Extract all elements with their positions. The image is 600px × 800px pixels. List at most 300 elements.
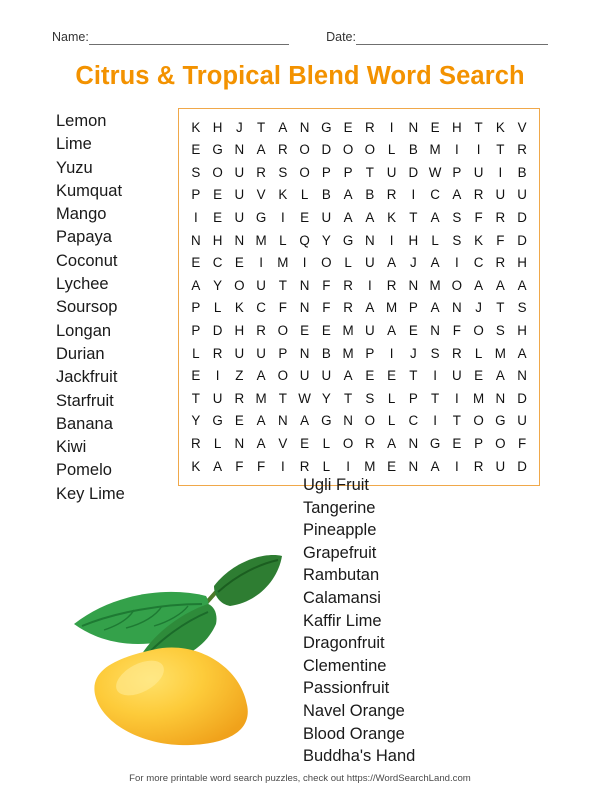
list-item-left-word: Longan: [56, 321, 112, 340]
grid-letter[interactable]: U: [321, 368, 332, 384]
grid-letter[interactable]: M: [342, 322, 354, 338]
grid-letter[interactable]: N: [234, 142, 245, 158]
grid-letter[interactable]: R: [386, 187, 397, 203]
grid-letter[interactable]: O: [212, 164, 223, 180]
grid-letter[interactable]: M: [255, 390, 267, 406]
grid-letter[interactable]: L: [213, 435, 222, 451]
list-item-left-word: Soursop: [56, 298, 118, 317]
grid-letter[interactable]: P: [191, 322, 201, 338]
grid-letter[interactable]: A: [430, 209, 440, 225]
grid-letter[interactable]: F: [322, 300, 331, 316]
grid-letter[interactable]: W: [428, 164, 442, 180]
list-item-right-word: Navel Orange: [303, 701, 405, 720]
grid-letter[interactable]: L: [279, 232, 287, 248]
grid-letter[interactable]: L: [213, 300, 222, 316]
grid-letter[interactable]: U: [517, 187, 527, 203]
grid-letter[interactable]: L: [322, 435, 331, 451]
grid-letter[interactable]: E: [430, 119, 440, 135]
date-field[interactable]: [326, 30, 548, 45]
grid-letter[interactable]: F: [518, 435, 527, 451]
grid-letter[interactable]: E: [213, 187, 223, 203]
grid-letter[interactable]: N: [343, 413, 353, 429]
list-item-left-word: Key Lime: [56, 484, 125, 503]
grid-letter[interactable]: A: [191, 277, 201, 293]
grid-letter[interactable]: R: [299, 458, 310, 474]
grid-letter[interactable]: U: [234, 345, 245, 361]
grid-letter[interactable]: F: [474, 209, 483, 225]
grid-letter[interactable]: E: [321, 322, 331, 338]
grid-letter[interactable]: O: [299, 164, 310, 180]
grid-letter[interactable]: R: [386, 277, 397, 293]
list-item-right-word: Clementine: [303, 656, 387, 675]
page-title: Citrus & Tropical Blend Word Search: [75, 62, 525, 90]
grid-letter[interactable]: T: [409, 209, 418, 225]
list-item-right-word: Dragonfruit: [303, 634, 385, 653]
list-item-right-word: Grapefruit: [303, 543, 377, 562]
grid-letter[interactable]: I: [215, 368, 220, 384]
grid-letter[interactable]: E: [300, 322, 310, 338]
grid-letter[interactable]: L: [387, 142, 396, 158]
grid-letter[interactable]: K: [191, 458, 201, 474]
list-item-right-word: Ugli Fruit: [303, 476, 370, 494]
word-list-right: [303, 474, 533, 768]
list-item-left-word: Yuzu: [56, 158, 93, 177]
grid-letter[interactable]: N: [299, 345, 310, 361]
date-label: Date:: [326, 30, 356, 44]
grid-letter[interactable]: O: [277, 368, 289, 384]
grid-letter[interactable]: S: [278, 164, 288, 180]
grid-letter[interactable]: I: [433, 368, 437, 384]
grid-letter[interactable]: U: [365, 322, 375, 338]
grid-letter[interactable]: T: [344, 390, 353, 406]
grid-letter[interactable]: I: [281, 209, 285, 225]
grid-letter[interactable]: O: [495, 435, 506, 451]
grid-letter[interactable]: K: [387, 209, 397, 225]
grid-letter[interactable]: A: [452, 187, 462, 203]
grid-letter[interactable]: M: [473, 390, 485, 406]
grid-letter[interactable]: H: [234, 322, 245, 338]
grid-letter[interactable]: I: [346, 458, 350, 474]
grid-letter[interactable]: I: [455, 255, 459, 271]
grid-letter[interactable]: H: [517, 255, 527, 271]
grid-letter[interactable]: M: [429, 277, 441, 293]
grid-letter[interactable]: I: [433, 413, 437, 429]
grid-letter[interactable]: T: [278, 277, 287, 293]
grid-letter[interactable]: M: [277, 255, 289, 271]
grid-letter[interactable]: A: [343, 187, 353, 203]
grid-letter[interactable]: I: [194, 209, 198, 225]
grid-letter[interactable]: U: [212, 390, 223, 406]
grid-letter[interactable]: T: [191, 390, 200, 406]
grid-letter[interactable]: I: [455, 142, 459, 158]
grid-letter[interactable]: D: [517, 458, 527, 474]
name-label: Name:: [52, 30, 89, 44]
grid-letter[interactable]: M: [255, 232, 267, 248]
grid-letter[interactable]: K: [191, 119, 201, 135]
list-item-left-word: Durian: [56, 344, 105, 363]
grid-letter[interactable]: O: [342, 142, 354, 158]
grid-letter[interactable]: E: [387, 368, 397, 384]
grid-letter[interactable]: U: [234, 187, 245, 203]
list-item-left-word: Kumquat: [56, 181, 123, 200]
grid-letter[interactable]: C: [212, 255, 223, 271]
grid-letter[interactable]: H: [517, 322, 527, 338]
grid-letter[interactable]: R: [191, 435, 201, 451]
grid-letter[interactable]: F: [278, 300, 287, 316]
grid-letter[interactable]: U: [365, 255, 375, 271]
grid-letter[interactable]: I: [302, 255, 307, 271]
list-item-left-word: Mango: [56, 205, 107, 224]
grid-letter[interactable]: M: [494, 345, 506, 361]
list-item-right-word: Passionfruit: [303, 679, 390, 698]
grid-letter[interactable]: A: [256, 435, 266, 451]
grid-letter[interactable]: S: [452, 232, 462, 248]
grid-letter[interactable]: N: [517, 368, 527, 384]
grid-letter[interactable]: N: [430, 322, 440, 338]
grid-letter[interactable]: A: [387, 435, 397, 451]
grid-letter[interactable]: R: [473, 458, 484, 474]
grid-letter[interactable]: D: [321, 142, 332, 158]
grid-letter[interactable]: A: [213, 458, 223, 474]
grid-letter[interactable]: R: [343, 300, 353, 316]
grid-letter[interactable]: T: [257, 119, 266, 135]
grid-letter[interactable]: S: [191, 164, 201, 180]
grid-letter[interactable]: D: [517, 232, 527, 248]
footer-note: For more printable word search puzzles, check out https://WordSearchLand.com: [129, 773, 471, 784]
grid-letter[interactable]: U: [473, 164, 484, 180]
word-list-left: [56, 110, 176, 506]
list-item-left-word: Coconut: [56, 251, 118, 270]
grid-letter[interactable]: L: [387, 390, 396, 406]
grid-letter[interactable]: O: [451, 277, 463, 293]
grid-letter[interactable]: I: [281, 458, 285, 474]
grid-letter[interactable]: E: [343, 119, 353, 135]
grid-letter[interactable]: M: [364, 458, 376, 474]
grid-letter[interactable]: A: [256, 142, 266, 158]
grid-letter[interactable]: O: [342, 435, 354, 451]
name-input-line[interactable]: [89, 31, 289, 45]
grid-letter[interactable]: F: [322, 277, 331, 293]
grid-letter[interactable]: P: [191, 187, 201, 203]
grid-letter[interactable]: Y: [191, 413, 201, 429]
grid-letter[interactable]: A: [300, 413, 310, 429]
grid-letter[interactable]: U: [234, 164, 245, 180]
list-item-right-word: Calamansi: [303, 588, 381, 607]
grid-letter[interactable]: G: [321, 119, 332, 135]
grid-letter[interactable]: G: [429, 435, 441, 451]
grid-letter[interactable]: N: [495, 390, 506, 406]
grid-letter[interactable]: R: [343, 277, 353, 293]
grid-letter[interactable]: N: [365, 232, 375, 248]
grid-letter[interactable]: O: [364, 413, 376, 429]
grid-letter[interactable]: I: [455, 458, 459, 474]
grid-letter[interactable]: G: [212, 413, 223, 429]
grid-letter[interactable]: F: [257, 458, 266, 474]
grid-letter[interactable]: O: [299, 142, 310, 158]
grid-letter[interactable]: N: [234, 232, 245, 248]
grid-letter[interactable]: I: [389, 232, 394, 248]
grid-letter[interactable]: T: [278, 390, 287, 406]
grid-letter[interactable]: N: [299, 277, 310, 293]
grid-letter[interactable]: N: [408, 458, 419, 474]
grid-letter[interactable]: M: [429, 142, 441, 158]
grid-letter[interactable]: I: [259, 255, 263, 271]
grid-letter[interactable]: G: [342, 232, 354, 248]
grid-letter[interactable]: F: [496, 232, 505, 248]
student-meta-row: [52, 30, 548, 45]
grid-letter[interactable]: E: [191, 255, 201, 271]
grid-letter[interactable]: I: [455, 390, 459, 406]
grid-letter[interactable]: P: [365, 345, 375, 361]
grid-letter[interactable]: S: [430, 345, 440, 361]
grid-letter[interactable]: H: [212, 232, 223, 248]
list-item-left-word: Lime: [56, 135, 92, 154]
grid-letter[interactable]: N: [299, 300, 310, 316]
grid-letter[interactable]: O: [234, 277, 245, 293]
grid-letter[interactable]: S: [452, 209, 462, 225]
grid-letter[interactable]: O: [364, 142, 376, 158]
grid-letter[interactable]: A: [365, 209, 375, 225]
grid-letter[interactable]: S: [517, 300, 527, 316]
grid-letter[interactable]: P: [408, 390, 418, 406]
grid-letter[interactable]: R: [278, 142, 288, 158]
grid-letter[interactable]: T: [365, 164, 374, 180]
list-item-left-word: Pomelo: [56, 461, 112, 480]
grid-letter[interactable]: H: [452, 119, 462, 135]
grid-letter[interactable]: I: [368, 277, 372, 293]
grid-letter[interactable]: I: [411, 187, 416, 203]
grid-letter[interactable]: D: [212, 322, 223, 338]
word-search-grid[interactable]: [178, 108, 540, 486]
grid-letter[interactable]: N: [191, 232, 201, 248]
grid-letter[interactable]: R: [495, 255, 506, 271]
grid-letter[interactable]: Q: [299, 232, 310, 248]
grid-letter[interactable]: R: [365, 119, 375, 135]
grid-letter[interactable]: U: [299, 368, 310, 384]
list-item-right-word: Blood Orange: [303, 724, 405, 743]
grid-letter[interactable]: E: [474, 368, 484, 384]
grid-letter[interactable]: P: [191, 300, 201, 316]
grid-letter[interactable]: V: [278, 435, 288, 451]
grid-letter[interactable]: T: [452, 413, 461, 429]
grid-letter[interactable]: R: [256, 164, 266, 180]
grid-letter[interactable]: A: [517, 277, 527, 293]
grid-letter[interactable]: N: [408, 277, 419, 293]
grid-letter[interactable]: E: [300, 209, 310, 225]
grid-letter[interactable]: N: [452, 300, 462, 316]
grid-letter[interactable]: V: [517, 119, 527, 135]
grid-letter[interactable]: Z: [235, 368, 244, 384]
grid-letter[interactable]: B: [321, 187, 331, 203]
grid-letter[interactable]: S: [495, 322, 505, 338]
grid-letter[interactable]: A: [278, 119, 288, 135]
grid-letter[interactable]: U: [234, 209, 245, 225]
grid-letter[interactable]: T: [431, 390, 440, 406]
grid-letter[interactable]: U: [517, 413, 527, 429]
grid-letter[interactable]: U: [256, 345, 266, 361]
grid-letter[interactable]: C: [473, 255, 484, 271]
grid-letter[interactable]: E: [387, 458, 397, 474]
grid-letter[interactable]: M: [386, 300, 398, 316]
grid-letter[interactable]: E: [365, 368, 375, 384]
grid-letter[interactable]: O: [473, 413, 484, 429]
grid-letter[interactable]: N: [408, 435, 419, 451]
grid-letter[interactable]: N: [278, 413, 288, 429]
grid-letter[interactable]: A: [343, 368, 353, 384]
grid-letter[interactable]: R: [452, 345, 462, 361]
grid-letter[interactable]: V: [256, 187, 266, 203]
grid-letter[interactable]: D: [408, 164, 419, 180]
grid-letter[interactable]: K: [278, 187, 288, 203]
grid-letter[interactable]: U: [495, 187, 506, 203]
grid-letter[interactable]: E: [191, 368, 201, 384]
grid-letter[interactable]: R: [365, 435, 375, 451]
date-input-line[interactable]: [356, 31, 548, 45]
grid-letter[interactable]: A: [256, 368, 266, 384]
grid-letter[interactable]: U: [495, 458, 506, 474]
grid-letter[interactable]: J: [475, 300, 482, 316]
list-item-right-word: Pineapple: [303, 521, 377, 540]
grid-letter[interactable]: O: [473, 322, 484, 338]
grid-letter[interactable]: P: [321, 164, 331, 180]
list-item-left-word: Lemon: [56, 112, 107, 130]
grid-letter[interactable]: R: [256, 322, 266, 338]
grid-letter[interactable]: E: [234, 413, 244, 429]
name-field[interactable]: [52, 30, 289, 45]
grid-letter[interactable]: B: [517, 164, 527, 180]
grid-letter[interactable]: H: [212, 119, 223, 135]
list-item-left-word: Starfruit: [56, 391, 114, 410]
grid-letter[interactable]: L: [387, 413, 396, 429]
grid-letter[interactable]: E: [408, 322, 418, 338]
grid-letter[interactable]: N: [234, 435, 245, 451]
grid-letter[interactable]: Y: [213, 277, 223, 293]
grid-letter[interactable]: J: [236, 119, 243, 135]
grid-letter[interactable]: A: [430, 255, 440, 271]
grid-letter[interactable]: A: [365, 300, 375, 316]
grid-letter[interactable]: Y: [321, 232, 331, 248]
grid-letter[interactable]: R: [473, 187, 484, 203]
grid-letter[interactable]: R: [517, 142, 527, 158]
grid-letter[interactable]: C: [430, 187, 440, 203]
grid-letter[interactable]: P: [408, 300, 418, 316]
grid-letter[interactable]: T: [496, 142, 505, 158]
grid-letter[interactable]: L: [344, 255, 352, 271]
grid-letter[interactable]: A: [495, 368, 505, 384]
grid-letter[interactable]: H: [408, 232, 419, 248]
letter-grid: [185, 116, 533, 478]
grid-letter[interactable]: K: [495, 119, 505, 135]
grid-letter[interactable]: P: [343, 164, 353, 180]
grid-letter[interactable]: A: [387, 255, 397, 271]
list-item-left-word: Lychee: [56, 275, 109, 294]
lemon-with-leaves-illustration: [38, 500, 296, 758]
grid-letter[interactable]: R: [234, 390, 245, 406]
grid-letter[interactable]: L: [300, 187, 309, 203]
grid-letter[interactable]: B: [408, 142, 418, 158]
grid-letter[interactable]: T: [474, 119, 483, 135]
grid-letter[interactable]: O: [277, 322, 289, 338]
grid-letter[interactable]: B: [365, 187, 375, 203]
grid-letter[interactable]: I: [389, 119, 394, 135]
list-item-left-word: Kiwi: [56, 438, 87, 457]
grid-letter[interactable]: Y: [321, 390, 331, 406]
list-item-right-word: Tangerine: [303, 498, 376, 517]
grid-letter[interactable]: T: [496, 300, 505, 316]
grid-letter[interactable]: F: [452, 322, 461, 338]
grid-letter[interactable]: A: [343, 209, 353, 225]
grid-letter[interactable]: J: [410, 345, 417, 361]
grid-letter[interactable]: G: [321, 413, 332, 429]
grid-letter[interactable]: C: [256, 300, 266, 316]
grid-letter[interactable]: L: [474, 345, 483, 361]
grid-letter[interactable]: U: [256, 277, 266, 293]
grid-letter[interactable]: T: [409, 368, 418, 384]
grid-letter[interactable]: U: [452, 368, 462, 384]
list-item-right-word: Buddha's Hand: [303, 747, 416, 766]
grid-letter[interactable]: I: [498, 164, 503, 180]
grid-letter[interactable]: N: [408, 119, 419, 135]
grid-letter[interactable]: O: [321, 255, 332, 271]
grid-letter[interactable]: A: [430, 300, 440, 316]
grid-letter[interactable]: N: [299, 119, 310, 135]
grid-letter[interactable]: F: [235, 458, 244, 474]
grid-letter[interactable]: E: [213, 209, 223, 225]
grid-letter[interactable]: A: [256, 413, 266, 429]
grid-letter[interactable]: B: [321, 345, 331, 361]
grid-letter[interactable]: K: [234, 300, 244, 316]
list-item-left-word: Jackfruit: [56, 368, 118, 387]
grid-letter[interactable]: L: [322, 458, 331, 474]
grid-letter[interactable]: A: [430, 458, 440, 474]
grid-letter[interactable]: P: [452, 164, 462, 180]
grid-letter[interactable]: D: [517, 209, 527, 225]
grid-letter[interactable]: L: [431, 232, 439, 248]
grid-letter[interactable]: A: [517, 345, 527, 361]
grid-letter[interactable]: A: [495, 277, 505, 293]
grid-letter[interactable]: R: [495, 209, 506, 225]
grid-letter[interactable]: E: [452, 435, 462, 451]
grid-letter[interactable]: I: [476, 142, 481, 158]
grid-letter[interactable]: R: [212, 345, 223, 361]
list-item-right-word: Kaffir Lime: [303, 611, 382, 630]
list-item-left-word: Papaya: [56, 228, 112, 247]
grid-letter[interactable]: U: [321, 209, 332, 225]
grid-letter[interactable]: P: [278, 345, 288, 361]
list-item-left-word: Banana: [56, 414, 113, 433]
grid-letter[interactable]: J: [410, 255, 417, 271]
grid-letter[interactable]: I: [389, 345, 394, 361]
grid-letter[interactable]: A: [387, 322, 397, 338]
grid-letter[interactable]: U: [386, 164, 397, 180]
grid-letter[interactable]: M: [342, 345, 354, 361]
grid-letter[interactable]: S: [365, 390, 375, 406]
grid-letter[interactable]: A: [474, 277, 484, 293]
grid-letter[interactable]: G: [495, 413, 506, 429]
grid-letter[interactable]: G: [212, 142, 223, 158]
grid-letter[interactable]: C: [408, 413, 419, 429]
grid-letter[interactable]: P: [474, 435, 484, 451]
grid-letter[interactable]: L: [192, 345, 200, 361]
grid-letter[interactable]: E: [300, 435, 310, 451]
grid-letter[interactable]: W: [298, 390, 311, 406]
list-item-right-word: Rambutan: [303, 566, 380, 585]
grid-letter[interactable]: E: [191, 142, 201, 158]
grid-letter[interactable]: G: [255, 209, 267, 225]
grid-letter[interactable]: D: [517, 390, 527, 406]
grid-letter[interactable]: E: [234, 255, 244, 271]
grid-letter[interactable]: K: [474, 232, 484, 248]
